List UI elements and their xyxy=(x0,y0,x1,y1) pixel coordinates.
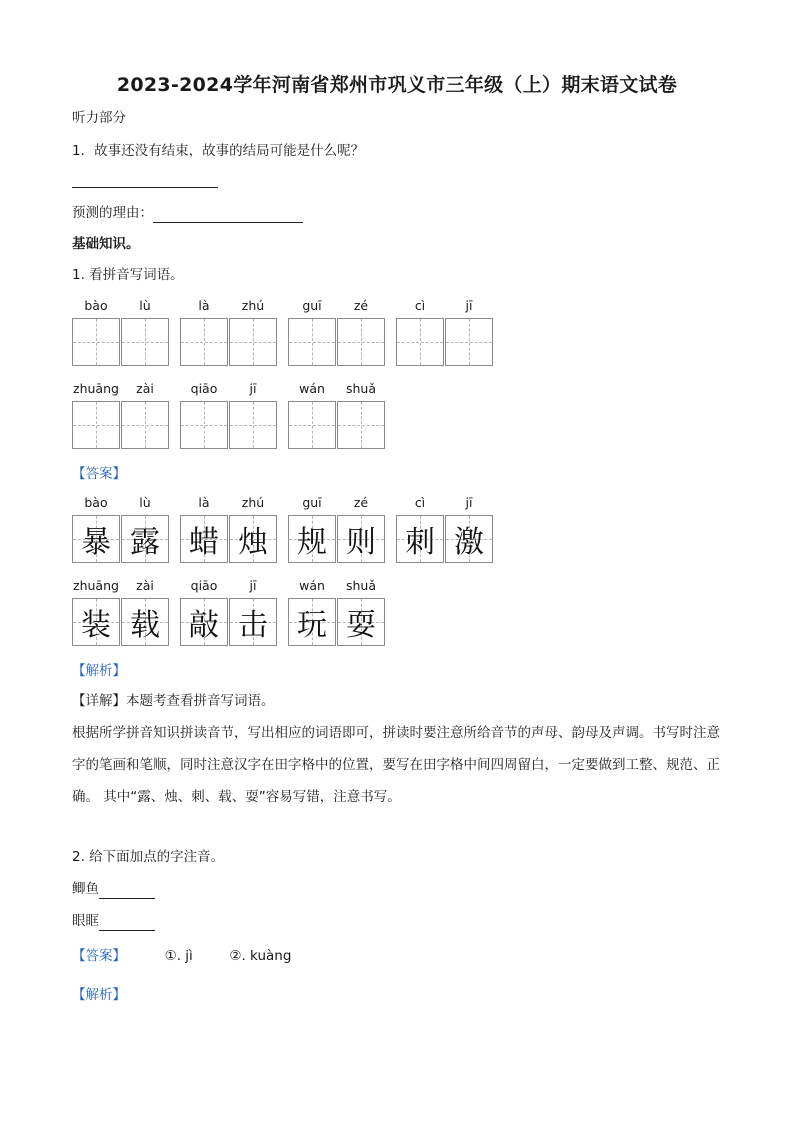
q2-answer-tag: 【答案】 xyxy=(72,948,126,964)
pinyin-label: lù xyxy=(139,495,151,510)
answer-character-box xyxy=(229,515,277,563)
q2-answer-row xyxy=(72,946,291,966)
pinyin-label: shuǎ xyxy=(345,381,377,396)
question-word-0 xyxy=(72,298,170,368)
question-word-2 xyxy=(288,298,386,368)
q2-prompt: 2. 给下面加点的字注音。 xyxy=(72,849,225,865)
pinyin-label: zài xyxy=(136,381,154,396)
q2-answer-1: ①. jì xyxy=(164,948,193,964)
listening-heading: 听力部分 xyxy=(72,110,126,126)
writing-box[interactable] xyxy=(121,401,169,449)
answer-blank-line[interactable] xyxy=(72,173,218,188)
pinyin-label: jī xyxy=(249,578,257,593)
writing-box[interactable] xyxy=(337,318,385,366)
question-word-1 xyxy=(180,298,278,368)
reason-blank[interactable] xyxy=(153,208,303,223)
basics-heading: 基础知识。 xyxy=(72,236,140,252)
answer-character-box xyxy=(337,598,385,646)
writing-box[interactable] xyxy=(337,401,385,449)
answer-character: 玩 xyxy=(297,608,327,643)
pinyin-label: qiāo xyxy=(190,381,218,396)
answer-character-box xyxy=(121,515,169,563)
pinyin-label: lù xyxy=(139,298,151,313)
answer-word-4 xyxy=(72,578,170,648)
writing-box[interactable] xyxy=(180,401,228,449)
explanation-text: 根据所学拼音知识拼读音节，写出相应的词语即可，拼读时要注意所给音节的声母、韵母及声调。书写时注意字的笔画和笔顺，同时注意汉字在田字格中的位置，要写在田字格中间四周留白，一定要做到工整、规范、正确。 其中“露、烛、刺、载、耍”容易写错，注意书写。 xyxy=(72,725,720,805)
pinyin-label: shuǎ xyxy=(345,578,377,593)
answer-character-box xyxy=(337,515,385,563)
answer-character: 耍 xyxy=(346,608,376,643)
question-word-6 xyxy=(288,381,386,451)
pinyin-question-prompt: 1. 看拼音写词语。 xyxy=(72,267,184,283)
reason-label: 预测的理由： xyxy=(72,205,153,221)
answer-character: 烛 xyxy=(238,525,268,560)
answer-character-box xyxy=(396,515,444,563)
writing-box[interactable] xyxy=(72,401,120,449)
answer-character: 暴 xyxy=(81,525,111,560)
answer-character-box xyxy=(229,598,277,646)
answer-character-box xyxy=(72,515,120,563)
writing-box[interactable] xyxy=(72,318,120,366)
answer-word-5 xyxy=(180,578,278,648)
pinyin-label: guī xyxy=(302,495,322,510)
pinyin-label: bào xyxy=(84,495,108,510)
pinyin-label: zhú xyxy=(241,495,265,510)
detail-text: 【详解】本题考查看拼音写词语。 xyxy=(72,693,275,709)
writing-box[interactable] xyxy=(288,401,336,449)
pinyin-label: zé xyxy=(353,495,369,510)
pinyin-label: zé xyxy=(353,298,369,313)
pinyin-label: jī xyxy=(465,495,473,510)
q2-item-2-word: 眼眶 xyxy=(72,913,99,929)
answer-word-3 xyxy=(396,495,494,565)
answer-word-0 xyxy=(72,495,170,565)
answer-character: 刺 xyxy=(405,525,435,560)
writing-box[interactable] xyxy=(288,318,336,366)
writing-box[interactable] xyxy=(121,318,169,366)
page-title: 2023-2024学年河南省郑州市巩义市三年级（上）期末语文试卷 xyxy=(116,74,678,96)
reason-row xyxy=(72,203,303,223)
pinyin-label: jī xyxy=(249,381,257,396)
answer-word-6 xyxy=(288,578,386,648)
answer-character-box xyxy=(180,515,228,563)
writing-box[interactable] xyxy=(396,318,444,366)
answer-character: 蜡 xyxy=(189,525,219,560)
q2-item-2-blank[interactable] xyxy=(99,916,155,931)
answer-character-box xyxy=(445,515,493,563)
answer-character: 激 xyxy=(454,525,484,560)
pinyin-label: bào xyxy=(84,298,108,313)
pinyin-label: wán xyxy=(299,381,325,396)
writing-box[interactable] xyxy=(180,318,228,366)
answer-character: 规 xyxy=(297,525,327,560)
answer-character: 载 xyxy=(130,608,160,643)
q2-analysis-tag: 【解析】 xyxy=(72,987,126,1003)
writing-box[interactable] xyxy=(229,318,277,366)
answer-character-box xyxy=(72,598,120,646)
pinyin-label: cì xyxy=(414,495,426,510)
q2-answer-2: ②. kuàng xyxy=(229,948,292,964)
question-1-listening: 1．故事还没有结束，故事的结局可能是什么呢？ xyxy=(72,143,365,159)
pinyin-label: là xyxy=(198,298,210,313)
answer-word-2 xyxy=(288,495,386,565)
answer-character-box xyxy=(288,598,336,646)
writing-box[interactable] xyxy=(229,401,277,449)
answer-word-1 xyxy=(180,495,278,565)
pinyin-label: zhuāng xyxy=(73,381,119,396)
question-word-4 xyxy=(72,381,170,451)
pinyin-label: wán xyxy=(299,578,325,593)
question-word-5 xyxy=(180,381,278,451)
pinyin-label: guī xyxy=(302,298,322,313)
q2-item-2 xyxy=(72,911,155,931)
analysis-tag: 【解析】 xyxy=(72,663,126,679)
answer-character: 则 xyxy=(346,525,376,560)
pinyin-label: là xyxy=(198,495,210,510)
pinyin-label: cì xyxy=(414,298,426,313)
pinyin-label: zhuāng xyxy=(73,578,119,593)
question-word-3 xyxy=(396,298,494,368)
pinyin-label: zài xyxy=(136,578,154,593)
answer-character: 敲 xyxy=(189,608,219,643)
answer-character-box xyxy=(180,598,228,646)
writing-box[interactable] xyxy=(445,318,493,366)
answer-tag: 【答案】 xyxy=(72,466,126,482)
answer-character: 露 xyxy=(130,525,160,560)
pinyin-label: jī xyxy=(465,298,473,313)
answer-character-box xyxy=(288,515,336,563)
pinyin-label: qiāo xyxy=(190,578,218,593)
answer-character-box xyxy=(121,598,169,646)
answer-character: 击 xyxy=(238,608,268,643)
pinyin-label: zhú xyxy=(241,298,265,313)
q2-item-1-blank[interactable] xyxy=(99,884,155,899)
q2-item-1-word: 鲫鱼 xyxy=(72,881,99,897)
answer-character: 装 xyxy=(81,608,111,643)
q2-item-1 xyxy=(72,879,155,899)
